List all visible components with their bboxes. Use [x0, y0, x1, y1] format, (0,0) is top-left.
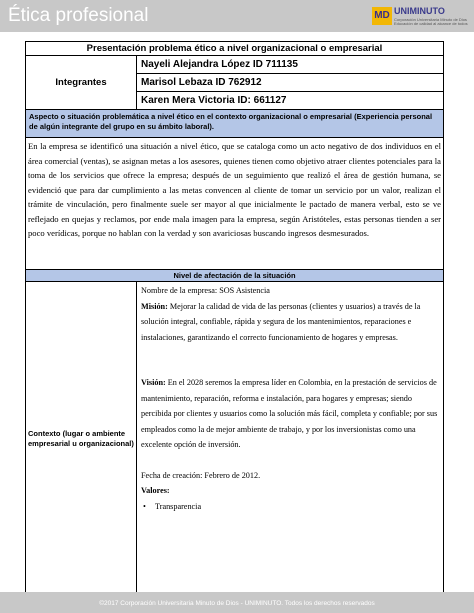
presentation-table	[25, 41, 444, 597]
vision-label: Visión:	[141, 378, 166, 387]
aspect-heading: Aspecto o situación problemática a nivel ético en el contexto organizacional o empresarial (Experiencia personal de algún integrante del grupo en su ámbito laboral).	[26, 110, 444, 138]
valores-label: Valores:	[141, 486, 170, 495]
logo-mark-icon: MD	[372, 7, 392, 25]
valores-item	[141, 499, 439, 515]
vision-paragraph	[141, 375, 439, 453]
header-bar	[0, 0, 474, 32]
company-line: Nombre de la empresa: SOS Asistencia	[141, 286, 270, 295]
footer-bar	[0, 592, 474, 613]
context-body	[137, 282, 444, 597]
fecha-line: Fecha de creación: Febrero de 2012.	[141, 470, 261, 480]
integrantes-label: Integrantes	[26, 56, 137, 110]
footer-copyright: ©2017 Corporación Universitaria Minuto de Dios - UNIMINUTO. Todos los derechos reservados	[99, 600, 375, 607]
member-2: Marisol Lebaza ID 762912	[137, 74, 444, 92]
situation-narrative: En la empresa se identificó una situación a nivel ético, que se cataloga como un acto negativo de dos individuos en el área comercial (ventas), se asignan metas a los asesores, quienes tienen como objetivo atraer clientes potenciales para la toma de los servicios que ofrece la empresa; después de un seguimiento que realizó el área de gestión humana, se evidenció que para dar cumplimiento a las metas convencen al cliente de tomar un servicio por un valor, realizan el trámite de vinculación, pero finalmente suele ser mayor al que inicialmente le pactado de manera verbal, esto se ve reflejado en quejas y reclamos, por ende mala imagen para la empresa, según Aristóteles, estas personas tienden a ser poco verídicas, porque no hablan con la verdad y son avariciosas buscando ingresos desmesurados.	[26, 138, 444, 270]
mision-text: Mejorar la calidad de vida de las personas (clientes y usuarios) a través de la solución integral, confiable, rápida y segura de los mantenimientos, reparaciones e instalaciones, garantizando el correcto funcionamiento de hogares y empresas.	[141, 301, 421, 342]
member-3: Karen Mera Victoria ID: 661127	[137, 92, 444, 110]
logo-subtitle-2: Educación de calidad al alcance de todos	[394, 21, 468, 26]
table-title: Presentación problema ético a nivel organizacional o empresarial	[26, 42, 444, 56]
page-title: Ética profesional	[8, 5, 149, 26]
logo-name: UNIMINUTO	[394, 6, 445, 16]
context-label: Contexto (lugar o ambiente empresarial u organizacional)	[26, 282, 137, 597]
mision-paragraph	[141, 299, 439, 346]
logo-subtitle-1: Corporación Universitaria Minuto de Dios	[394, 17, 467, 22]
valores-item-text: Transparencia	[155, 501, 202, 511]
vision-text: En el 2028 seremos la empresa líder en Colombia, en la prestación de servicios de mantenimiento, reparación, reforma e instalación, para hogares y empresas; siendo percibida por clientes y usuarios como la solución más fácil, completa y confiable; por sus empleados como la de mejor ambiente de trabajo, y por los inversionistas como una excelente opción de inversión.	[141, 378, 438, 449]
uniminuto-logo	[372, 6, 470, 28]
bullet-icon: •	[143, 501, 146, 511]
member-1: Nayeli Alejandra López ID 711135	[137, 56, 444, 74]
nivel-heading: Nivel de afectación de la situación	[26, 270, 444, 282]
mision-label: Misión:	[141, 301, 168, 311]
